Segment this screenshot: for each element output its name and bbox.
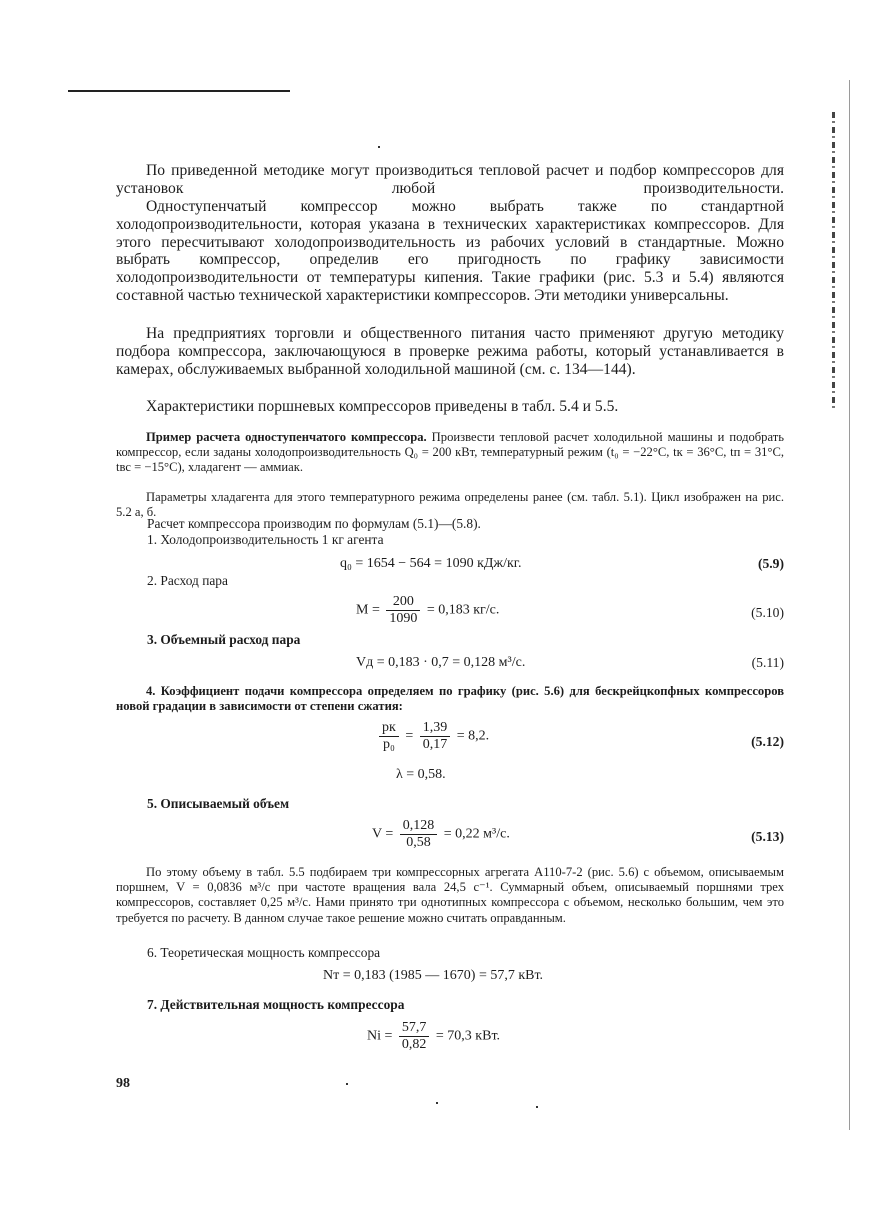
equation-5-10 [356,594,499,627]
eq2-rhs: = 0,183 кг/с. [426,602,500,618]
equation-5-13 [372,818,510,851]
equation-actual-power [367,1020,500,1053]
speck [536,1106,538,1108]
eq4-fraction-2 [420,720,451,753]
intro-paragraph-1: По приведенной методике могут производиться тепловой расчет и подбор компрессоров для установок любой производительности. [116,162,784,197]
speck [378,146,380,148]
eq4-equals: = [405,728,414,744]
eq7-denominator: 0,82 [401,1037,427,1052]
step-1-label: 1. Холодопроизводительность 1 кг агента [147,532,384,547]
equation-number-5-12: (5.12) [751,734,784,749]
eq4-fraction-1 [379,720,399,753]
eq5-lhs: V = [372,826,394,842]
equation-5-11: Vд = 0,183 · 0,7 = 0,128 м³/с. [356,655,526,670]
eq7-lhs: Ni = [367,1028,393,1044]
eq5-fraction [400,818,438,851]
example-task: Произвести тепловой расчет холодильной машины и подобрать компрессор, если заданы холодопроизводительность Q₀ = 200 кВт, температурный режим (t₀ = −22°C, tк = 36°C, tп = 31°C, tвс = −15°C), хладагент — аммиак. [116,430,784,475]
intro-paragraph-2: Одноступенчатый компрессор можно выбрать также по стандартной холодопроизводительности, которая указана в технических характеристиках компрессоров. Для этого пересчитывают холодопроизводительность из рабочих условий в стандартные. Можно выбрать компрессор, определив его пригодность по графику зависимости холодопроизводительности от температуры кипения. Такие графики (рис. 5.3 и 5.4) являются составной частью технической характеристики компрессоров. Эти методики универсальны. [116,198,784,304]
step-5-label: 5. Описываемый объем [147,796,290,811]
page-edge-shadow [832,112,835,412]
eq5-rhs: = 0,22 м³/с. [443,826,510,842]
eq2-numerator: 200 [386,594,420,611]
eq7-numerator: 57,7 [399,1020,430,1037]
header-rule [68,90,290,92]
equation-number-5-9: (5.9) [757,556,784,571]
eq2-denominator: 1090 [389,611,418,626]
eq4-denominator-1: p₀ [382,737,395,752]
speck [346,1083,348,1085]
eq7-fraction [399,1020,430,1053]
eq5-numerator: 0,128 [400,818,438,835]
equation-5-12 [376,720,489,753]
intro-paragraph-4: Характеристики поршневых компрессоров приведены в табл. 5.4 и 5.5. [146,398,619,415]
speck [436,1102,438,1104]
eq2-lhs: M = [356,602,380,618]
equation-number-5-10: (5.10) [751,605,784,620]
eq4-rhs: = 8,2. [456,728,490,744]
example-params: Параметры хладагента для этого температурного режима определены ранее (см. табл. 5.1). Цикл изображен на рис. 5.2 а, б. [116,490,784,520]
equation-number-5-11: (5.11) [751,655,784,670]
eq4-numerator-2: 1,39 [420,720,451,737]
step-7-label: 7. Действительная мощность компрессора [147,997,405,1012]
eq7-rhs: = 70,3 кВт. [435,1028,501,1044]
intro-paragraph-3: На предприятиях торговли и общественного питания часто применяют другую методику подбора компрессора, заключающуюся в проверке режима работы, который устанавливается в камерах, обслуживаемых выбранной холодильной машиной (см. с. 134—144). [116,325,784,378]
example-statement [116,430,784,476]
eq4-numerator-1: pк [379,720,399,737]
equation-number-5-13: (5.13) [751,829,784,844]
page-number: 98 [116,1076,130,1091]
example-heading: Пример расчета одноступенчатого компрессора. [146,430,427,444]
step-6-label: 6. Теоретическая мощность компрессора [147,945,381,960]
eq4-denominator-2: 0,17 [422,737,448,752]
step-3-label: 3. Объемный расход пара [147,632,301,647]
eq2-fraction [386,594,420,627]
step-4-label: 4. Коэффициент подачи компрессора определяем по графику (рис. 5.6) для бескрейцкопфных компрессоров новой градации в зависимости от степени сжатия: [116,684,784,714]
calc-note: Расчет компрессора производим по формулам (5.1)—(5.8). [147,516,481,531]
eq5-denominator: 0,58 [406,835,431,850]
page-edge-line [849,80,850,1130]
step-2-label: 2. Расход пара [147,573,228,588]
equation-theoretical-power: Nт = 0,183 (1985 — 1670) = 57,7 кВт. [323,968,544,983]
equation-5-9: q₀ = 1654 − 564 = 1090 кДж/кг. [340,556,522,571]
lambda-value: λ = 0,58. [396,767,446,782]
selection-paragraph: По этому объему в табл. 5.5 подбираем три компрессорных агрегата А110-7-2 (рис. 5.6) с объемом, описываемым поршнем, V = 0,0836 м³/с при частоте вращения вала 24,5 с⁻¹. Суммарный объем, описываемый поршнями трех компрессоров, составляет 0,25 м³/с. Нами принято три однотипных компрессора с объемом, несколько большим, чем это требуется по расчету. В данном случае такое решение можно считать оправданным. [116,865,784,925]
